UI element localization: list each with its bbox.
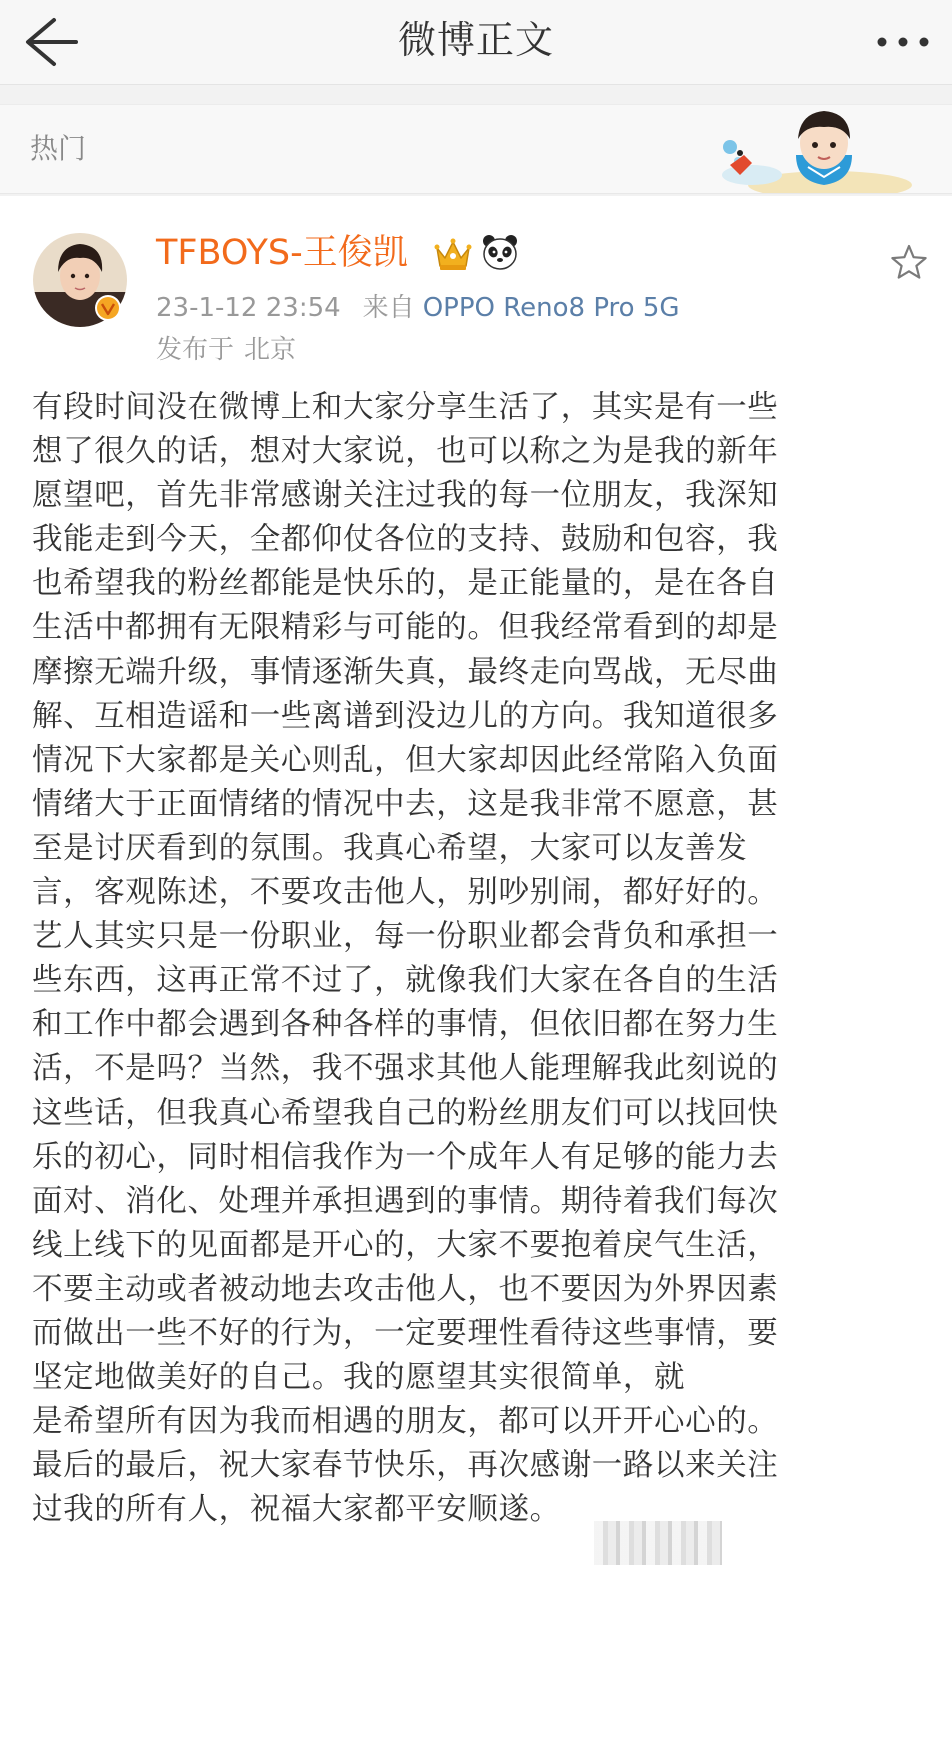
post-body-line: 而做出一些不好的行为，一定要理性看待这些事情，要 [32,1315,779,1351]
post-body-line: 是希望所有因为我而相遇的朋友，都可以开开心心的。 [32,1404,779,1440]
post-body-line: 至是讨厌看到的氛围。我真心希望，大家可以友善发 [32,830,748,866]
post-body-line: 解、互相造谣和一些离谱到没边儿的方向。我知道很多 [32,698,779,734]
post-body-line: 摩擦无端升级，事情逐渐失真，最终走向骂战，无尽曲 [32,654,779,690]
post-body-line: 乐的初心，同时相信我作为一个成年人有足够的能力去 [32,1139,779,1175]
post-body-line: 生活中都拥有无限精彩与可能的。但我经常看到的却是 [32,610,779,646]
source-device[interactable]: OPPO Reno8 Pro 5G [422,293,680,323]
post-location [156,332,296,368]
avatar[interactable] [32,232,128,328]
post-body [32,386,924,1532]
post-body-line: 艺人其实只是一份职业，每一份职业都会背负和承担一 [32,919,779,955]
post-body-line: 活，不是吗？当然，我不强求其他人能理解我此刻说的 [32,1051,779,1087]
post-body-line: 线上线下的见面都是开心的，大家不要抱着戾气生活， [32,1227,779,1263]
post-meta [156,290,680,326]
page-title: 微博正文 [397,18,554,62]
source-prefix: 来自 [362,293,415,323]
post-body-line: 有段时间没在微博上和大家分享生活了，其实是有一些 [32,390,779,425]
decoration-sticker-icon [712,105,912,193]
location-prefix: 发布于 [156,335,235,365]
crown-icon[interactable] [432,232,474,274]
post-body-line: 我能走到今天，全都仰仗各位的支持、鼓励和包容，我 [32,522,779,558]
post-time: 23-1-12 23:54 [156,293,341,323]
post-body-line: 和工作中都会遇到各种各样的事情，但依旧都在努力生 [32,1007,779,1043]
post-body-line: 情况下大家都是关心则乱，但大家却因此经常陷入负面 [32,742,779,778]
post-body-line: 些东西，这再正常不过了，就像我们大家在各自的生活 [32,963,779,999]
post-body-line: 这些话，但我真心希望我自己的粉丝朋友们可以找回快 [32,1095,779,1131]
post-body-line: 言，客观陈述，不要攻击他人，别吵别闹，都好好的。 [32,875,779,911]
hot-label: 热门 [30,132,87,165]
mosaic-overlay [594,1521,722,1565]
post-body-line: 面对、消化、处理并承担遇到的事情。期待着我们每次 [32,1183,779,1219]
more-button[interactable] [868,20,938,64]
post-body-line: 愿望吧，首先非常感谢关注过我的每一位朋友，我深知 [32,478,779,514]
author-name[interactable]: TFBOYS-王俊凯 [156,233,408,273]
favorite-button[interactable] [888,242,930,284]
post-card [0,196,952,1752]
post-body-line: 想了很久的话，想对大家说，也可以称之为是我的新年 [32,434,779,470]
star-outline-icon [888,242,930,284]
panda-icon [480,232,520,272]
nav-bar [0,0,952,85]
more-dots-icon [868,20,938,64]
post-body-line: 最后的最后，祝大家春节快乐，再次感谢一路以来关注 [32,1448,779,1484]
post-body-line: 不要主动或者被动地去攻击他人，也不要因为外界因素 [32,1271,779,1307]
post-body-line: 情绪大于正面情绪的情况中去，这是我非常不愿意，甚 [32,786,779,822]
location-value: 北京 [244,335,297,365]
post-body-line: 过我的所有人，祝福大家都平安顺遂。 [32,1492,561,1528]
post-body-line: 也希望我的粉丝都能是快乐的，是正能量的，是在各自 [32,566,779,602]
post-body-line: 坚定地做美好的自己。我的愿望其实很简单，就 [32,1360,686,1396]
hot-bar[interactable] [0,104,952,194]
